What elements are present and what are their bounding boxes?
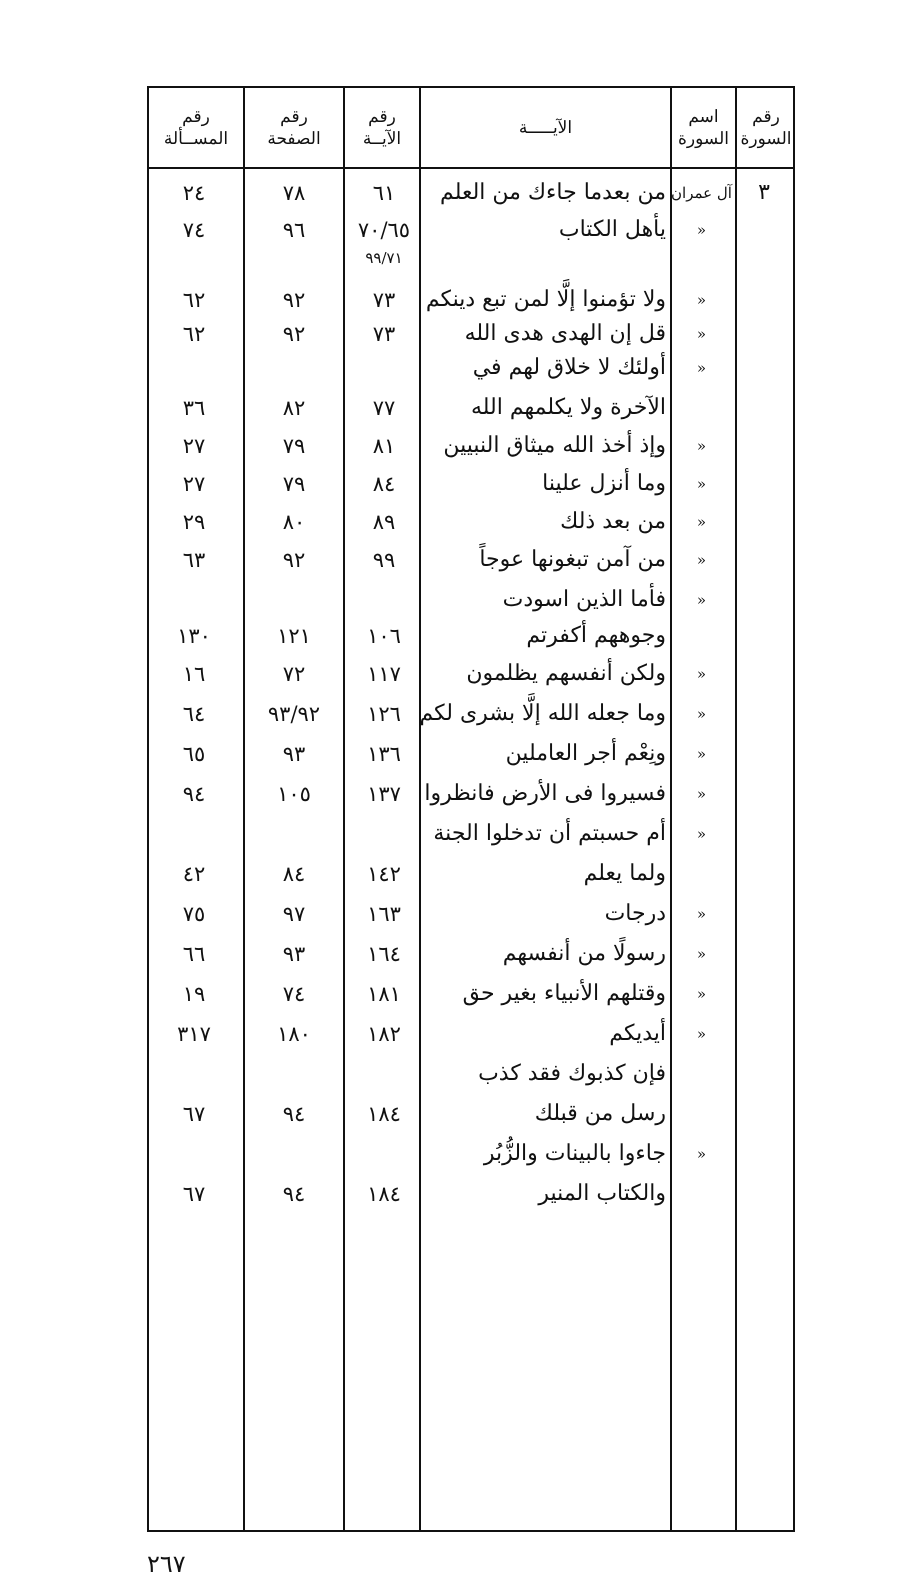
cell-surah: « <box>696 665 707 683</box>
cell-q: ٣٦ <box>182 396 206 420</box>
cell-vnum: ٨١ <box>372 434 396 458</box>
cell-q: ١٦ <box>182 662 206 686</box>
cell-vnum: ١٣٧ <box>367 782 401 806</box>
cell-vnum: ٧٣ <box>372 322 396 346</box>
header-ayah-number <box>345 88 419 167</box>
cell-q <box>147 350 241 386</box>
cell-snum <box>735 212 793 248</box>
table-row <box>149 466 793 502</box>
header-surah-number <box>737 88 795 167</box>
table-row <box>149 816 793 852</box>
table-row <box>149 350 793 386</box>
cell-vnum: ١٦٤ <box>367 942 401 966</box>
cell-surah: « <box>696 551 707 569</box>
cell-q: ٩٤ <box>182 782 206 806</box>
cell-vnum: ٩٩/٧١ <box>365 249 403 267</box>
cell-q <box>147 247 241 283</box>
header-line: الصفحة <box>267 128 321 149</box>
cell-page <box>245 350 343 386</box>
cell-surah: آل عمران <box>671 184 732 202</box>
cell-vnum: ١٨٤ <box>367 1182 401 1206</box>
cell-surah: « <box>696 513 707 531</box>
cell-vnum <box>347 1056 421 1092</box>
cell-ayah: رسل من قبلك <box>534 1101 666 1126</box>
cell-surah: « <box>696 291 707 309</box>
cell-q: ٧٤ <box>182 218 206 242</box>
cell-snum: ٣ <box>758 180 770 205</box>
cell-surah: « <box>696 945 707 963</box>
header-line: اسم <box>688 106 719 127</box>
cell-snum <box>735 1096 793 1132</box>
cell-page: ٩٣ <box>282 942 306 966</box>
header-ayah <box>421 88 670 167</box>
table-row <box>149 1016 793 1052</box>
cell-surah: « <box>696 475 707 493</box>
table-row <box>149 428 793 464</box>
cell-ayah: الآخرة ولا يكلمهم الله <box>470 395 666 420</box>
cell-ayah: من آمن تبغونها عوجاً <box>479 547 666 572</box>
cell-page: ٨٢ <box>282 396 306 420</box>
cell-q: ١٩ <box>182 982 206 1006</box>
table-row <box>149 936 793 972</box>
cell-page: ٧٩ <box>282 434 306 458</box>
table-row <box>149 316 793 352</box>
cell-vnum <box>347 582 421 618</box>
cell-surah: « <box>696 705 707 723</box>
table-row <box>149 282 793 318</box>
table-row <box>149 976 793 1012</box>
table-row <box>149 656 793 692</box>
cell-page: ٩٣ <box>282 742 306 766</box>
cell-q: ١٣٠ <box>177 624 211 648</box>
cell-q: ٢٩ <box>182 510 206 534</box>
cell-vnum <box>347 350 421 386</box>
header-question-number <box>149 88 243 167</box>
cell-page <box>245 1136 343 1172</box>
cell-surah: « <box>696 785 707 803</box>
cell-ayah: من بعدما جاءك من العلم <box>440 180 666 205</box>
table-row <box>149 390 793 426</box>
table-row <box>149 504 793 540</box>
cell-ayah: جاءوا بالبينات والزُّبُر <box>483 1141 666 1166</box>
cell-q: ٤٢ <box>182 862 206 886</box>
header-surah-name <box>672 88 735 167</box>
header-page-number <box>245 88 343 167</box>
cell-vnum: ١٤٢ <box>367 862 401 886</box>
cell-ayah: وجوههم أكفرتم <box>526 623 666 648</box>
cell-vnum: ١٨٤ <box>367 1102 401 1126</box>
table-row <box>149 247 793 273</box>
cell-ayah: فسيروا فى الأرض فانظروا <box>424 781 666 806</box>
cell-q: ٦٢ <box>182 288 206 312</box>
cell-q: ٦٧ <box>182 1102 206 1126</box>
header-line: رقم <box>752 106 780 127</box>
cell-page: ٩٢ <box>282 548 306 572</box>
cell-page: ١٠٥ <box>277 782 311 806</box>
cell-vnum: ١٦٣ <box>367 902 401 926</box>
cell-surah: « <box>696 437 707 455</box>
cell-q <box>147 1056 241 1092</box>
header-line: السورة <box>740 128 792 149</box>
cell-ayah: يأهل الكتاب <box>558 217 666 242</box>
table-row <box>149 736 793 772</box>
table-row <box>149 212 793 248</box>
cell-snum <box>735 542 793 578</box>
cell-surah <box>670 1056 733 1092</box>
cell-page: ٩٢ <box>282 322 306 346</box>
cell-ayah: قل إن الهدى هدى الله <box>464 321 666 346</box>
cell-ayah: ولا تؤمنوا إلَّا لمن تبع دينكم <box>425 287 666 312</box>
cell-vnum: ٧٧ <box>372 396 396 420</box>
cell-snum <box>735 466 793 502</box>
cell-snum <box>735 776 793 812</box>
cell-surah <box>670 247 733 283</box>
cell-ayah: أيديكم <box>609 1021 666 1046</box>
cell-snum <box>735 504 793 540</box>
cell-ayah: وما جعله الله إلَّا بشرى لكم <box>419 701 666 726</box>
cell-ayah: ونِعْم أجر العاملين <box>505 741 666 766</box>
cell-surah: « <box>696 591 707 609</box>
cell-q <box>147 1136 241 1172</box>
cell-surah <box>670 618 733 654</box>
cell-surah: « <box>696 905 707 923</box>
cell-vnum: ١٠٦ <box>367 624 401 648</box>
cell-snum <box>735 936 793 972</box>
cell-surah <box>670 856 733 892</box>
header-line: رقم <box>368 106 396 127</box>
cell-q: ٧٥ <box>182 902 206 926</box>
cell-page: ٧٨ <box>282 181 306 205</box>
cell-surah <box>670 390 733 426</box>
cell-page <box>245 816 343 852</box>
table-row <box>149 896 793 932</box>
cell-snum <box>735 282 793 318</box>
cell-q: ٦٤ <box>182 702 206 726</box>
cell-surah: « <box>696 1025 707 1043</box>
cell-vnum: ٧٣ <box>372 288 396 312</box>
cell-q: ٦٥ <box>182 742 206 766</box>
cell-ayah: ولما يعلم <box>583 861 666 886</box>
cell-vnum: ١٢٦ <box>367 702 401 726</box>
index-table <box>147 86 795 1532</box>
cell-ayah: ولكن أنفسهم يظلمون <box>466 661 666 686</box>
table-row <box>149 696 793 732</box>
cell-page: ٨٠ <box>282 510 306 534</box>
cell-ayah <box>427 247 672 283</box>
table-row <box>149 175 793 211</box>
cell-ayah: والكتاب المنير <box>538 1181 666 1206</box>
cell-snum <box>735 618 793 654</box>
cell-snum <box>735 1056 793 1092</box>
table-row <box>149 542 793 578</box>
table-row <box>149 856 793 892</box>
header-line: رقم <box>182 106 210 127</box>
cell-ayah: أم حسبتم أن تدخلوا الجنة <box>433 821 666 846</box>
cell-snum <box>735 582 793 618</box>
cell-vnum: ٩٩ <box>372 548 396 572</box>
cell-ayah: وقتلهم الأنبياء بغير حق <box>462 981 666 1006</box>
cell-page: ١٢١ <box>277 624 311 648</box>
cell-page: ٧٢ <box>282 662 306 686</box>
cell-ayah: أولئك لا خلاق لهم في <box>472 355 666 380</box>
cell-q: ٢٤ <box>182 181 206 205</box>
cell-page <box>245 1056 343 1092</box>
table-row <box>149 1096 793 1132</box>
cell-ayah: وإذ أخذ الله ميثاق النبيين <box>443 433 666 458</box>
cell-vnum <box>347 1136 421 1172</box>
cell-q: ٦٢ <box>182 322 206 346</box>
cell-ayah: فأما الذين اسودت <box>502 587 666 612</box>
cell-snum <box>735 1176 793 1212</box>
cell-snum <box>735 896 793 932</box>
cell-surah: « <box>696 745 707 763</box>
cell-snum <box>735 390 793 426</box>
cell-q: ٦٣ <box>182 548 206 572</box>
cell-surah <box>670 1176 733 1212</box>
cell-vnum: ٧٠/٦٥ <box>357 218 411 242</box>
cell-page: ٩٢ <box>282 288 306 312</box>
cell-page: ٩٦ <box>282 218 306 242</box>
cell-q: ٦٦ <box>182 942 206 966</box>
cell-snum <box>735 856 793 892</box>
cell-vnum: ١١٧ <box>367 662 401 686</box>
cell-ayah: درجات <box>604 901 666 926</box>
cell-q: ٣١٧ <box>177 1022 211 1046</box>
cell-surah: « <box>696 325 707 343</box>
cell-q: ٦٧ <box>182 1182 206 1206</box>
cell-ayah: فإن كذبوك فقد كذب <box>478 1061 666 1086</box>
cell-snum <box>735 816 793 852</box>
cell-snum <box>735 656 793 692</box>
cell-q <box>147 582 241 618</box>
cell-vnum: ١٣٦ <box>367 742 401 766</box>
cell-surah: « <box>696 359 707 377</box>
cell-surah: « <box>696 1145 707 1163</box>
cell-vnum: ١٨١ <box>367 982 401 1006</box>
cell-surah: « <box>696 985 707 1003</box>
header-line: الآيـــــة <box>518 117 573 138</box>
header-line: المســألة <box>163 128 229 149</box>
header-line: رقم <box>280 106 308 127</box>
cell-vnum: ٨٤ <box>372 472 396 496</box>
cell-vnum <box>347 816 421 852</box>
cell-page: ٧٤ <box>282 982 306 1006</box>
cell-surah: « <box>696 825 707 843</box>
cell-q <box>147 816 241 852</box>
cell-ayah: وما أنزل علينا <box>542 471 666 496</box>
header-rule <box>149 167 793 169</box>
cell-vnum: ٨٩ <box>372 510 396 534</box>
cell-page: ٩٤ <box>282 1182 306 1206</box>
table-row <box>149 1136 793 1172</box>
cell-page: ٩٣/٩٢ <box>267 702 321 726</box>
cell-snum <box>735 1136 793 1172</box>
table-row <box>149 1176 793 1212</box>
cell-page: ٧٩ <box>282 472 306 496</box>
cell-snum <box>735 696 793 732</box>
cell-snum <box>735 736 793 772</box>
cell-snum <box>735 1016 793 1052</box>
cell-ayah: من بعد ذلك <box>560 509 666 534</box>
cell-page <box>245 247 343 283</box>
cell-vnum: ٦١ <box>372 181 396 205</box>
cell-page <box>245 582 343 618</box>
cell-snum <box>735 350 793 386</box>
cell-snum <box>735 247 793 283</box>
table-row <box>149 1056 793 1092</box>
cell-page: ٩٧ <box>282 902 306 926</box>
cell-page: ٩٤ <box>282 1102 306 1126</box>
header-line: الآيــة <box>362 128 402 149</box>
cell-page: ١٨٠ <box>277 1022 311 1046</box>
cell-snum <box>735 428 793 464</box>
table-row <box>149 776 793 812</box>
table-row <box>149 582 793 618</box>
table-row <box>149 618 793 654</box>
cell-vnum: ١٨٢ <box>367 1022 401 1046</box>
header-line: السورة <box>678 128 729 149</box>
cell-ayah: رسولًا من أنفسهم <box>502 941 666 966</box>
cell-q: ٢٧ <box>182 472 206 496</box>
cell-snum <box>735 976 793 1012</box>
cell-q: ٢٧ <box>182 434 206 458</box>
cell-page: ٨٤ <box>282 862 306 886</box>
cell-surah: « <box>696 221 707 239</box>
page-number: ٢٦٧ <box>147 1550 186 1578</box>
cell-snum <box>735 316 793 352</box>
cell-surah <box>670 1096 733 1132</box>
